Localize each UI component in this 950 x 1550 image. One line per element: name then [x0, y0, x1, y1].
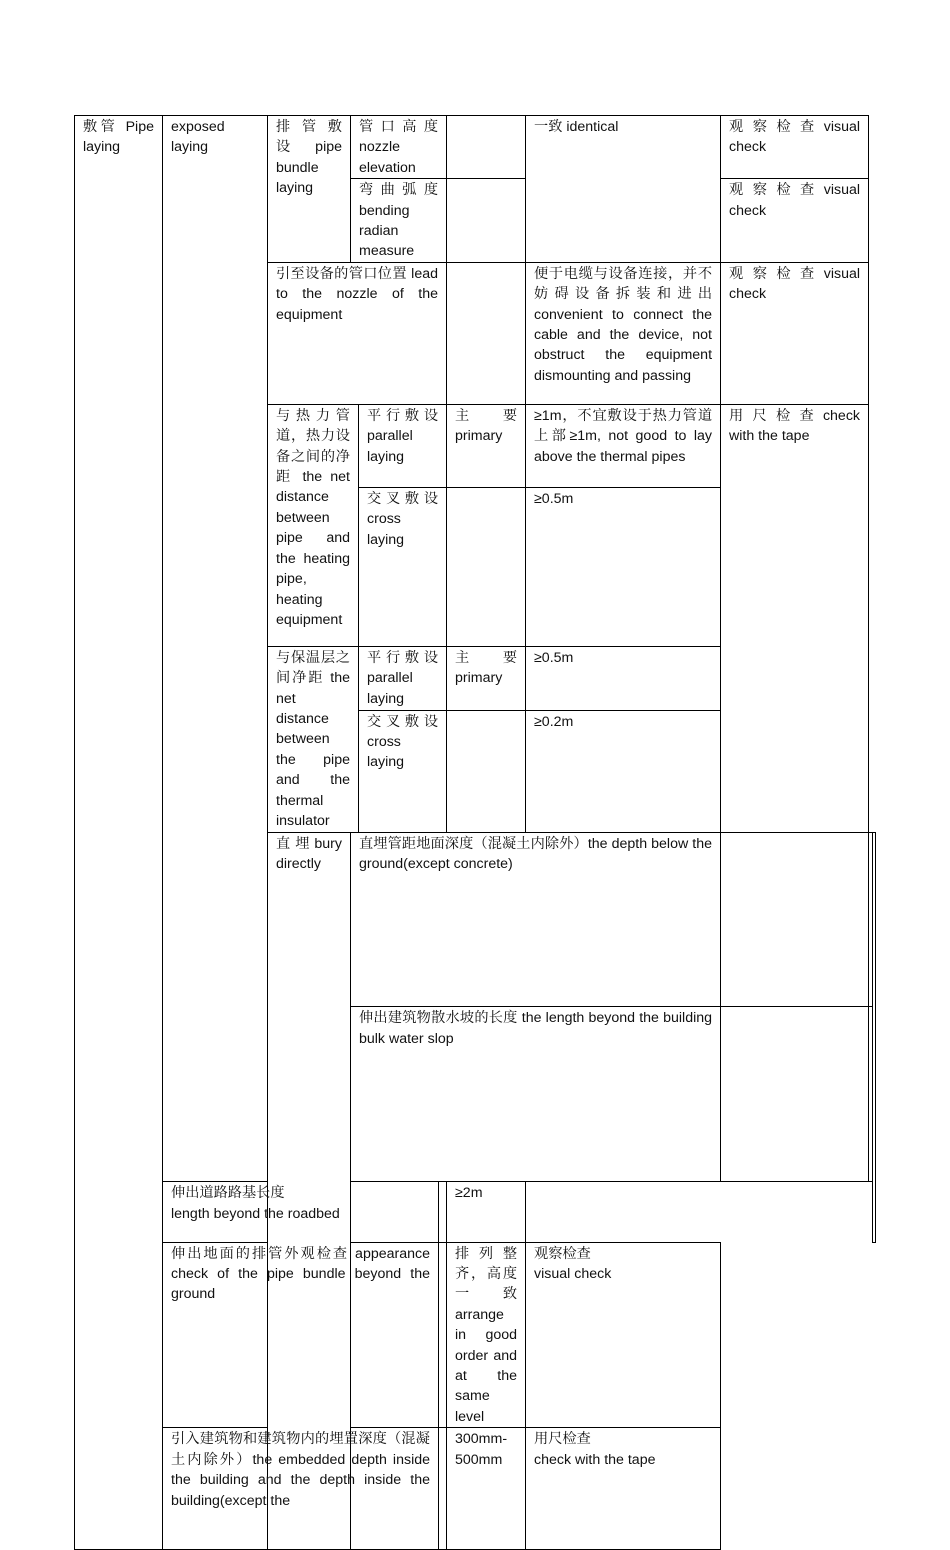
visual-check-en: visual check [534, 1266, 612, 1283]
roadbed-cn: 伸出道路路基长度 [171, 1185, 285, 1202]
roadbed-en: length beyond the roadbed [171, 1205, 340, 1222]
table-row [75, 1428, 876, 1550]
water-slop-cell: 伸出建筑物散水坡的长度 the length beyond the building bulk water slop [351, 1007, 721, 1182]
check-method-cell: 观 察 检 查 visual check [721, 179, 869, 263]
requirement-cell: 排列整齐，高度一致 arrange in good order and at the same level [447, 1242, 526, 1428]
primary-cell-empty [439, 1182, 447, 1242]
primary-cell-empty [721, 832, 869, 1007]
category-cell: 敷管 Pipe laying [75, 116, 163, 1550]
embedded-depth-cell: 引入建筑物和建筑物内的埋置深度（混凝土内除外）the embedded depth inside the building and the depth inside the building(except the [163, 1428, 439, 1550]
requirement-cell: ≥2m [447, 1182, 526, 1242]
primary-cell-empty [721, 1007, 869, 1182]
tape-check-cn: 用尺检查 [534, 1431, 591, 1448]
method-exposed-cell: exposed laying [163, 116, 268, 1182]
table-row [75, 1242, 876, 1428]
bending-radian-cell: 弯 曲 弧 度 bending radian measure [351, 179, 447, 263]
primary-cell-empty [447, 262, 526, 404]
check-method-cell: 观 察 检 查 visual check [721, 116, 869, 179]
check-method-cell: 用 尺 检 查 check with the tape [721, 404, 869, 832]
check-method-cell: 观 察 检 查 visual check [721, 262, 869, 404]
roadbed-cell [163, 1182, 439, 1242]
nozzle-position-cell: 引至设备的管口位置 lead to the nozzle of the equipment [268, 262, 447, 404]
inspection-table [74, 115, 876, 1550]
requirement-cell: ≥1m，不宜敷设于热力管道上部≥1m, not good to lay above the thermal pipes [526, 404, 721, 487]
bundle-laying-cell: 排 管 敷 设 pipe bundle laying [268, 116, 351, 263]
check-method-cell [872, 832, 876, 1242]
ins-cross-cell: 交叉敷设 cross laying [359, 710, 447, 832]
primary-cell-empty [439, 1242, 447, 1428]
primary-cell: 主 要 primary [447, 646, 526, 710]
requirement-cell: 300mm-500mm [447, 1428, 526, 1550]
tape-check-en: check with the tape [534, 1451, 656, 1468]
requirement-cell: ≥0.5m [526, 487, 721, 646]
requirement-cell [869, 1007, 872, 1182]
primary-cell-empty [447, 487, 526, 646]
heat-cross-cell: 交叉敷设 cross laying [359, 487, 447, 646]
table-row [75, 116, 876, 179]
primary-cell: 主 要 primary [447, 404, 526, 487]
primary-cell-empty [439, 1428, 447, 1550]
bury-depth-cell: 直埋管距地面深度（混凝土内除外）the depth below the ground(except concrete) [351, 832, 721, 1007]
nozzle-elevation-cell: 管 口 高 度 nozzle elevation [351, 116, 447, 179]
check-method-cell [526, 1242, 721, 1428]
table-row [75, 1182, 876, 1242]
visual-check-cn: 观察检查 [534, 1245, 591, 1262]
primary-cell-empty [447, 116, 526, 179]
primary-cell-empty [447, 710, 526, 832]
heating-distance-cell: 与热力管道，热力设备之间的净距 the net distance between pipe and the heating pipe, heating equipment [268, 404, 359, 646]
insulator-distance-cell: 与保温层之间净距 the net distance between the pipe and the thermal insulator [268, 646, 359, 832]
identical-cell: 一致 identical [526, 116, 721, 263]
ins-parallel-cell: 平行敷设 parallel laying [359, 646, 447, 710]
primary-cell-empty [447, 179, 526, 263]
requirement-cell: ≥0.2m [526, 710, 721, 832]
appearance-cell: 伸出地面的排管外观检查 appearance check of the pipe bundle beyond the ground [163, 1242, 439, 1428]
requirement-cell: 便于电缆与设备连接，并不妨碍设备拆装和进出 convenient to connect the cable and the device, not obstruct the equipment dismounting and passing [526, 262, 721, 404]
method-buried-cell: 直 埋 bury directly [268, 832, 351, 1550]
heat-parallel-cell: 平行敷设 parallel laying [359, 404, 447, 487]
requirement-cell: ≥0.5m [526, 646, 721, 710]
check-method-cell [526, 1428, 721, 1550]
